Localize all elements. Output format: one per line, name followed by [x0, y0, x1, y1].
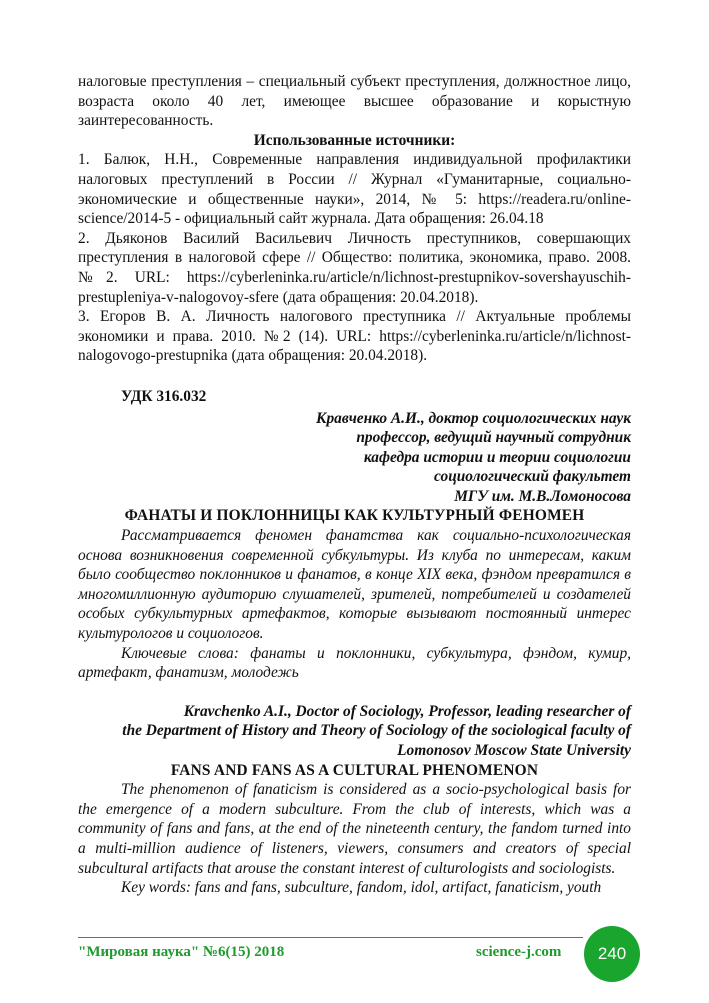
author-en-line-2: the Department of History and Theory of Sociology of the sociological faculty of	[122, 722, 631, 740]
author-ru-line-1: Кравченко А.И., доктор социологических наук	[316, 409, 631, 427]
abstract-en: The phenomenon of fanaticism is considered as a socio-psychological basis for the emergence of a modern subculture. From the club of interests, which was a community of fans and fans, at the end of the nineteenth century, the fandom turned into a multi-million audience of listeners, viewers, consumers and creators of special subcultural artifacts that arouse the constant interest of culturologists and sociologists.	[78, 781, 631, 877]
author-ru-line-5: МГУ им. М.В.Ломоносова	[454, 487, 631, 505]
author-ru-line-4: социологический факультет	[434, 468, 631, 486]
page-number: 240	[597, 944, 627, 963]
sources-heading: Использованные источники:	[253, 131, 456, 149]
keywords-ru: Ключевые слова: фанаты и поклонники, субкультура, фэндом, кумир, артефакт, фанатизм, молодежь	[78, 644, 631, 682]
author-ru-line-3: кафедра истории и теории социологии	[363, 448, 631, 466]
title-en: FANS AND FANS AS A CULTURAL PHENOMENON	[170, 761, 539, 779]
source-item-3: 3. Егоров В. А. Личность налогового преступника // Актуальные проблемы экономики и права. 2010. №2 (14). URL: https://cyberleninka.ru/article/n/lichnost-nalogovogo-prestupnika (дата обращения: 20.04.2018).	[78, 308, 631, 365]
footer-divider	[78, 937, 583, 938]
source-item-1: 1. Балюк, Н.Н., Современные направления индивидуальной профилактики налоговых преступлений в России // Журнал «Гуманитарные, социально-экономические и общественные науки», 2014, № 5: https://readera.ru/online-science/2014-5 - официальный сайт журнала. Дата обращения: 26.04.18	[78, 151, 631, 228]
page-body	[78, 72, 631, 898]
abstract-ru: Рассматривается феномен фанатства как социально-психологическая основа возникновения современной субкультуры. Из клуба по интересам, каким было сообщество поклонников и фанатов, в конце XIX века, фэндом превратился в многомиллионную аудиторию слушателей, зрителей, потребителей и создателей особых субкультурных артефактов, которые вызывают постоянный интерес культурологов и социологов.	[78, 527, 631, 643]
keywords-en: Key words: fans and fans, subculture, fandom, idol, artifact, fanaticism, youth	[121, 879, 602, 897]
page-number-badge	[584, 926, 640, 982]
udk-code: УДК 316.032	[121, 387, 207, 405]
title-ru: ФАНАТЫ И ПОКЛОННИЦЫ КАК КУЛЬТУРНЫЙ ФЕНОМЕН	[124, 507, 585, 525]
author-en-line-3: Lomonosov Moscow State University	[397, 742, 631, 759]
section-spacer	[78, 683, 631, 702]
footer-journal: "Мировая наука" №6(15) 2018	[78, 944, 285, 960]
source-item-2: 2. Дьяконов Василий Васильевич Личность преступников, совершающих преступления в налоговой сфере // Общество: политика, экономика, право. 2008. №2. URL: https://cyberleninka.ru/article/n/lichnost-prestupnikov-sovershayuschih-prestupleniya-v-nalogovoy-sfere (дата обращения: 20.04.2018).	[78, 229, 631, 306]
author-en-line-1: Kravchenko A.I., Doctor of Sociology, Professor, leading researcher of	[183, 702, 631, 720]
intro-paragraph: налоговые преступления – специальный субъект преступления, должностное лицо, возраста около 40 лет, имеющее высшее образование и корыстную заинтересованность.	[78, 73, 631, 130]
footer-site-link[interactable]: science-j.com	[476, 944, 562, 960]
author-ru-line-2: профессор, ведущий научный сотрудник	[356, 429, 631, 447]
